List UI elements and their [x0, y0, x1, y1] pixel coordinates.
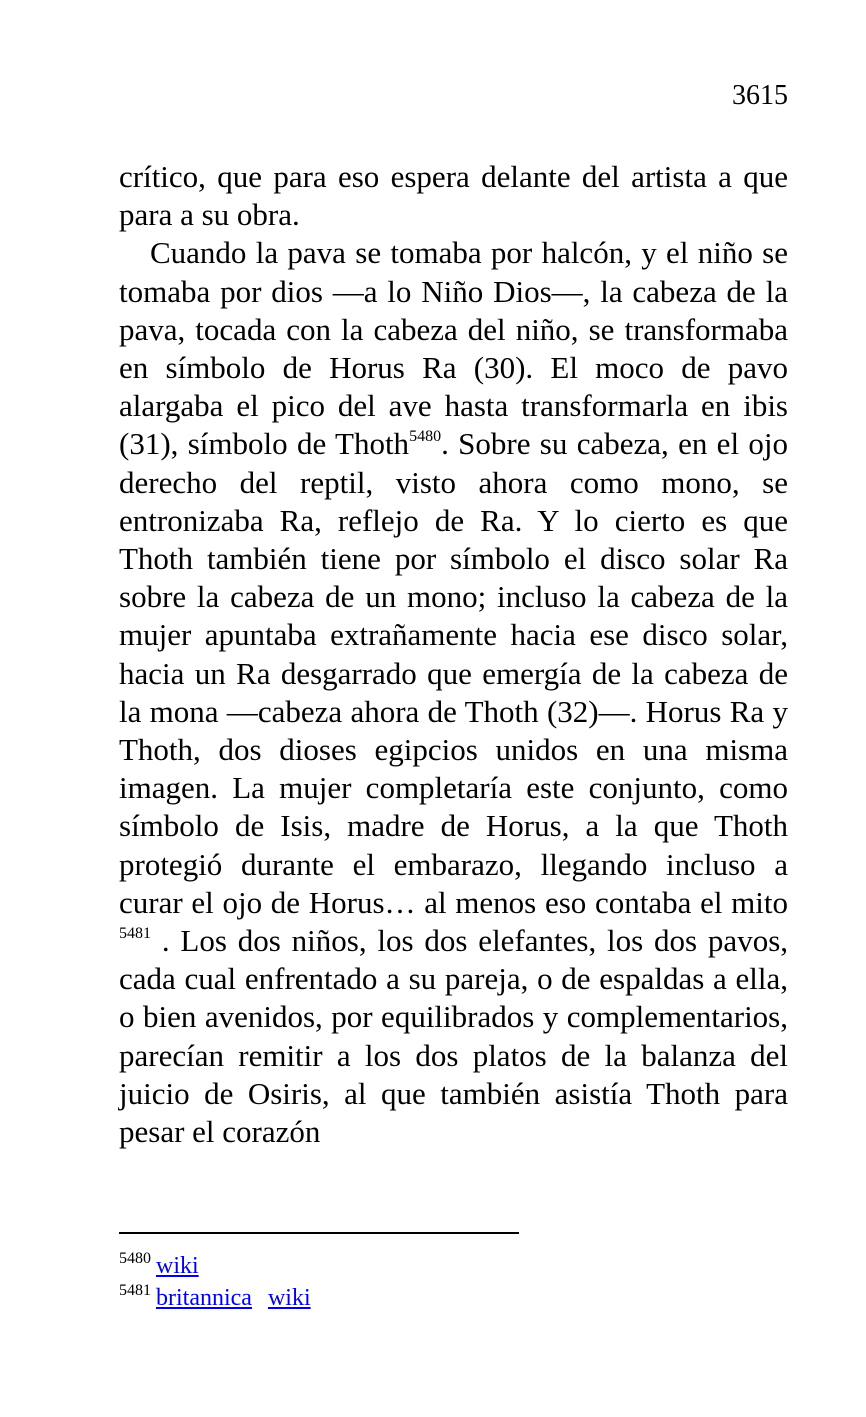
footnote-ref-5480[interactable]: 5480 [409, 428, 442, 446]
footnote-link-wiki[interactable]: wiki [267, 1285, 311, 1311]
footnote-divider [119, 1232, 519, 1234]
paragraph-2-text-b: . Sobre su cabeza, en el ojo derecho del reptil, visto ahora como mono, se entronizaba Ra, reflejo de Ra. Y lo cierto es que Thoth también tiene por símbolo el disco solar Ra sobre la cabeza de un mono; incluso la cabeza de la mujer apuntaba extrañamente hacia ese disco solar, hacia un Ra desgarrado que emergía de la cabeza de la mona —cabeza ahora de Thoth (32)—. Horus Ra y Thoth, dos dioses egipcios unidos en una misma imagen. La mujer completaría este conjunto, como símbolo de Isis, madre de Horus, a la que Thoth protegió durante el embarazo, llegando incluso a curar el ojo de Horus… al menos eso contaba el mito [119, 426, 789, 920]
page-number: 3615 [732, 80, 788, 111]
footnote-number: 5480 [119, 1250, 151, 1267]
footnote-link-wiki[interactable]: wiki [156, 1253, 199, 1279]
paragraph-1: crítico, que para eso espera delante del artista a que para a su obra. [119, 159, 788, 233]
footnotes [119, 1250, 788, 1314]
paragraph-2-text-a: Cuando la pava se tomaba por halcón, y el niño se tomaba por dios —a lo Niño Dios—, la cabeza de la pava, tocada con la cabeza del niño, se transformaba en símbolo de Horus Ra (30). El moco de pavo alargaba el pico del ave hasta transformarla en ibis (31), símbolo de Thoth [119, 235, 788, 462]
footnote-link-britannica[interactable]: britannica [156, 1285, 252, 1311]
footnote-5481 [119, 1282, 788, 1314]
footnote-number: 5481 [119, 1282, 151, 1299]
footnote-ref-5481[interactable]: 5481 [119, 925, 151, 943]
paragraph-2-text-c: . Los dos niños, los dos elefantes, los dos pavos, cada cual enfrentado a su pareja, o de espaldas a ella, o bien avenidos, por equilibrados y complementarios, parecían remitir a los dos platos de la balanza del juicio de Osiris, al que también asistía Thoth para pesar el corazón [119, 923, 789, 1150]
paragraph-2 [119, 234, 788, 1151]
footnote-5480 [119, 1250, 788, 1282]
body-text [119, 158, 788, 1151]
